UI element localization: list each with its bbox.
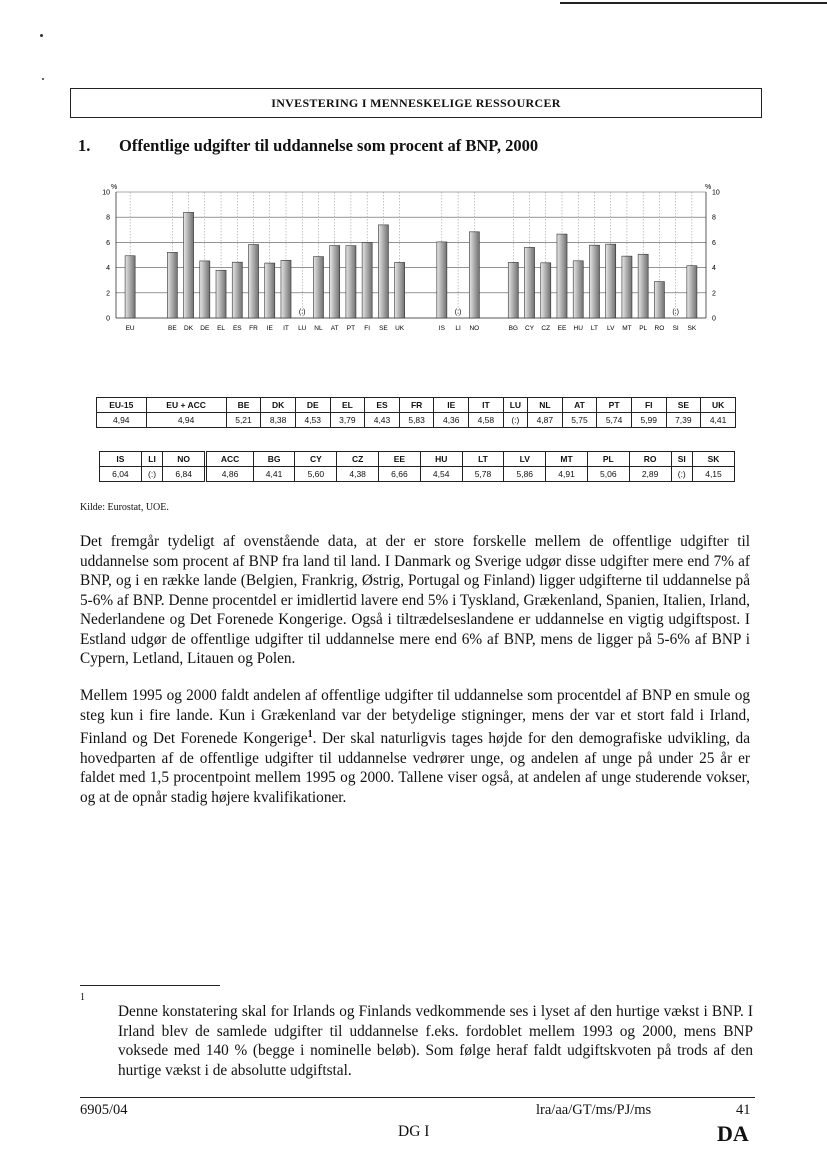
y-tick-label-right: 4 xyxy=(712,265,716,273)
x-tick-label: PT xyxy=(346,325,356,332)
footer-rule xyxy=(80,1097,755,1098)
table2-value-cell: 4,91 xyxy=(546,467,588,482)
missing-value-label: (:) xyxy=(298,309,306,316)
table2-value-cell: 5,78 xyxy=(462,467,504,482)
bar-dk xyxy=(184,212,194,318)
table1-value-cell: 4,36 xyxy=(434,413,469,428)
bar-pt xyxy=(346,246,356,318)
table1-value-cell: 8,38 xyxy=(261,413,296,428)
x-tick-label: LU xyxy=(298,325,307,332)
bar-ro xyxy=(654,282,664,318)
chart-heading-number: 1. xyxy=(78,136,91,155)
table2-value-cell: 4,41 xyxy=(253,467,295,482)
x-tick-label: SK xyxy=(687,325,697,332)
table2-header-cell: PL xyxy=(587,452,629,467)
table1-header-cell: NL xyxy=(528,398,563,413)
table1-header-cell: FR xyxy=(399,398,434,413)
chart-heading xyxy=(78,136,538,156)
table2-header-cell: CZ xyxy=(337,452,379,467)
table2-value-cell: 6,84 xyxy=(163,467,205,482)
table1-value-cell: 5,83 xyxy=(399,413,434,428)
bar-mt xyxy=(622,256,632,318)
table2-header-cell: IS xyxy=(100,452,142,467)
table1-header-cell: UK xyxy=(701,398,736,413)
bar-el xyxy=(216,270,226,318)
footer-doc-number: 6905/04 xyxy=(80,1102,128,1118)
x-tick-label: LI xyxy=(455,325,461,332)
x-tick-label: LV xyxy=(606,325,615,332)
x-tick-label: NL xyxy=(314,325,323,332)
table2-value-cell: 5,06 xyxy=(587,467,629,482)
x-tick-label: EU xyxy=(125,325,135,332)
table1-header-cell: BE xyxy=(226,398,261,413)
x-tick-label: SI xyxy=(672,325,679,332)
x-tick-label: AT xyxy=(330,325,339,332)
footnote-ref[interactable]: 1 xyxy=(307,729,313,740)
table2-header-cell: ACC xyxy=(207,452,253,467)
x-tick-label: BE xyxy=(167,325,177,332)
footnote-rule xyxy=(80,985,220,986)
data-table-eu xyxy=(96,397,736,428)
bar-ie xyxy=(265,263,275,318)
bar-is xyxy=(437,242,447,318)
x-tick-label: FI xyxy=(364,325,371,332)
table2-header-cell: MT xyxy=(546,452,588,467)
bar-eu xyxy=(125,256,135,318)
x-tick-label: ES xyxy=(232,325,242,332)
table1-value-cell: (:) xyxy=(503,413,527,428)
x-tick-label: EE xyxy=(557,325,567,332)
x-tick-label: CZ xyxy=(541,325,551,332)
table2-header-cell: NO xyxy=(163,452,205,467)
bar-lt xyxy=(589,245,599,318)
x-tick-label: IS xyxy=(438,325,445,332)
table1-value-cell: 3,79 xyxy=(330,413,365,428)
source-note: Kilde: Eurostat, UOE. xyxy=(80,502,169,513)
table1-value-cell: 4,94 xyxy=(146,413,226,428)
bar-fr xyxy=(248,245,258,318)
x-tick-label: CY xyxy=(525,325,535,332)
x-tick-label: PL xyxy=(639,325,648,332)
table2-value-cell: 2,89 xyxy=(629,467,671,482)
table1-value-cell: 4,94 xyxy=(97,413,147,428)
footer-initials: lra/aa/GT/ms/PJ/ms xyxy=(536,1102,652,1118)
table1-value-cell: 4,87 xyxy=(528,413,563,428)
y-tick-label-left: 10 xyxy=(102,189,110,197)
table1-header-cell: EU + ACC xyxy=(146,398,226,413)
table2-value-cell: 5,86 xyxy=(504,467,546,482)
bar-de xyxy=(200,261,210,318)
table1-value-cell: 4,53 xyxy=(295,413,330,428)
table1-value-cell: 7,39 xyxy=(666,413,701,428)
table1-header-cell: DE xyxy=(295,398,330,413)
x-tick-label: DE xyxy=(200,325,210,332)
table2-value-cell: 4,54 xyxy=(420,467,462,482)
bar-cy xyxy=(524,247,534,318)
x-tick-label: MT xyxy=(622,325,632,332)
bar-pl xyxy=(638,254,648,318)
x-tick-label: IE xyxy=(266,325,273,332)
table2-header-cell: LT xyxy=(462,452,504,467)
footer-language: DA xyxy=(717,1121,749,1146)
y-tick-label-right: 6 xyxy=(712,239,716,247)
table1-header-cell: IT xyxy=(469,398,504,413)
bar-bg xyxy=(508,262,518,318)
table1-header-cell: SE xyxy=(666,398,701,413)
table1-header-cell: ES xyxy=(365,398,400,413)
x-tick-label: SE xyxy=(379,325,388,332)
bar-fi xyxy=(362,243,372,318)
x-tick-label: NO xyxy=(469,325,480,332)
scan-dot xyxy=(40,34,43,37)
x-tick-label: HU xyxy=(573,325,583,332)
table2-header-cell: RO xyxy=(629,452,671,467)
y-tick-label-left: 0 xyxy=(106,315,110,323)
table2-header-cell: HU xyxy=(420,452,462,467)
table2-value-cell: 4,86 xyxy=(207,467,253,482)
bar-it xyxy=(281,260,291,318)
x-tick-label: RO xyxy=(654,325,665,332)
table2-value-cell: 5,60 xyxy=(295,467,337,482)
top-edge-line xyxy=(560,2,827,4)
bar-es xyxy=(232,262,242,318)
bar-uk xyxy=(395,262,405,318)
table1-value-cell: 5,74 xyxy=(597,413,632,428)
section-header-box xyxy=(70,88,762,118)
x-tick-label: UK xyxy=(395,325,405,332)
section-header-title: INVESTERING I MENNESKELIGE RESSOURCER xyxy=(271,95,561,110)
table1-header-cell: AT xyxy=(562,398,597,413)
chart-heading-title: Offentlige udgifter til uddannelse som procent af BNP, 2000 xyxy=(119,136,539,155)
x-tick-label: EL xyxy=(217,325,226,332)
bar-chart xyxy=(78,180,738,340)
bar-no xyxy=(469,232,479,318)
table1-value-cell: 5,99 xyxy=(631,413,666,428)
footnote-mark: 1 xyxy=(80,992,85,1003)
table2-header-cell: BG xyxy=(253,452,295,467)
table2-header-cell: LV xyxy=(504,452,546,467)
table2-value-cell: 6,04 xyxy=(100,467,142,482)
table2-value-cell: 6,66 xyxy=(379,467,421,482)
y-tick-label-left: 8 xyxy=(106,214,110,222)
missing-value-label: (:) xyxy=(454,309,462,316)
table1-value-cell: 4,41 xyxy=(701,413,736,428)
table1-header-cell: LU xyxy=(503,398,527,413)
bar-at xyxy=(330,246,340,318)
table1-value-cell: 5,75 xyxy=(562,413,597,428)
table2-value-cell: (:) xyxy=(141,467,163,482)
bar-ee xyxy=(557,234,567,318)
footer-dg: DG I xyxy=(398,1123,430,1140)
table1-header-cell: FI xyxy=(631,398,666,413)
table1-header-cell: EU-15 xyxy=(97,398,147,413)
y-tick-label-left: 2 xyxy=(106,290,110,298)
table2-header-cell: EE xyxy=(379,452,421,467)
y-unit-right: % xyxy=(705,184,712,191)
data-table-other xyxy=(99,451,735,482)
table2-header-cell: SK xyxy=(693,452,735,467)
y-tick-label-left: 6 xyxy=(106,239,110,247)
x-tick-label: FR xyxy=(249,325,258,332)
bar-lv xyxy=(606,244,616,318)
y-unit-left: % xyxy=(111,184,118,191)
y-tick-label-right: 0 xyxy=(712,315,716,323)
page-number: 41 xyxy=(736,1102,751,1118)
bar-cz xyxy=(541,263,551,318)
table2-header-cell: CY xyxy=(295,452,337,467)
bar-nl xyxy=(313,257,323,318)
table1-header-cell: IE xyxy=(434,398,469,413)
table2-value-cell: 4,38 xyxy=(337,467,379,482)
bar-hu xyxy=(573,261,583,318)
table2-header-cell: LI xyxy=(141,452,163,467)
table1-value-cell: 4,58 xyxy=(469,413,504,428)
y-tick-label-right: 8 xyxy=(712,214,716,222)
y-tick-label-right: 10 xyxy=(712,189,720,197)
paragraph-1: Det fremgår tydeligt af ovenstående data, at der er store forskelle mellem de offentlige udgifter til uddannelse som procent af BNP fra land til land. I Danmark og Sverige udgør disse udgifter mere end 7% af BNP, og i en række lande (Belgien, Frankrig, Østrig, Portugal og Finland) ligger udgifterne til uddannelse på 5-6% af BNP. Denne procentdel er imidlertid lavere end 5% i Tyskland, Grækenland, Spanien, Italien, Irland, Nederlandene og Det Forenede Kongerige. Også i tiltrædelseslandene er uddannelse en vigtig udgiftspost. I Estland udgør de offentlige udgifter til uddannelse mere end 6% af BNP, mens de ligger på 5-6% af BNP i Cypern, Letland, Litauen og Polen. xyxy=(80,533,750,667)
bar-be xyxy=(167,252,177,318)
table1-value-cell: 4,43 xyxy=(365,413,400,428)
x-tick-label: BG xyxy=(508,325,518,332)
bar-sk xyxy=(687,266,697,318)
paragraph-2-part2: . Der skal naturligvis tages højde for den demografiske udvikling, da hovedparten af de offentlige udgifter til uddannelse vedrører unge, og andelen af unge på under 25 år er faldet med 1,5 procentpoint mellem 1995 og 2000. Tallene viser også, at andelen af unge studerende vokser, og at de opnår stadig højere kvalifikationer. xyxy=(80,730,750,806)
table1-value-cell: 5,21 xyxy=(226,413,261,428)
bar-se xyxy=(378,225,388,318)
scan-dot xyxy=(42,78,44,80)
paragraph-2 xyxy=(80,686,750,807)
paragraph-2-part1: Mellem 1995 og 2000 faldt andelen af offentlige udgifter til uddannelse som procentdel af BNP en smule og steg kun i fire lande. Kun i Grækenland var der betydelige stigninger, mens der var et stort fald i Irland, Finland og Det Forenede Kongerige xyxy=(80,687,750,748)
table1-header-cell: DK xyxy=(261,398,296,413)
footnote-text: Denne konstatering skal for Irlands og Finlands vedkommende ses i lyset af den hurtige vækst i BNP. I Irland blev de samlede udgifter til uddannelse f.eks. fordoblet mellem 1993 og 2000, mens BNP voksede med 140 % (begge i nominelle beløb). Som følge heraf faldt udgiftskvoten på trods af den hurtige vækst i de absolutte udgiftstal. xyxy=(118,1003,753,1079)
missing-value-label: (:) xyxy=(672,309,679,316)
table2-value-cell: 4,15 xyxy=(693,467,735,482)
table2-value-cell: (:) xyxy=(671,467,693,482)
table1-header-cell: EL xyxy=(330,398,365,413)
table1-header-cell: PT xyxy=(597,398,632,413)
x-tick-label: IT xyxy=(283,325,289,332)
x-tick-label: LT xyxy=(590,325,599,332)
y-tick-label-left: 4 xyxy=(106,265,110,273)
x-tick-label: DK xyxy=(184,325,194,332)
y-tick-label-right: 2 xyxy=(712,290,716,298)
table2-header-cell: SI xyxy=(671,452,693,467)
